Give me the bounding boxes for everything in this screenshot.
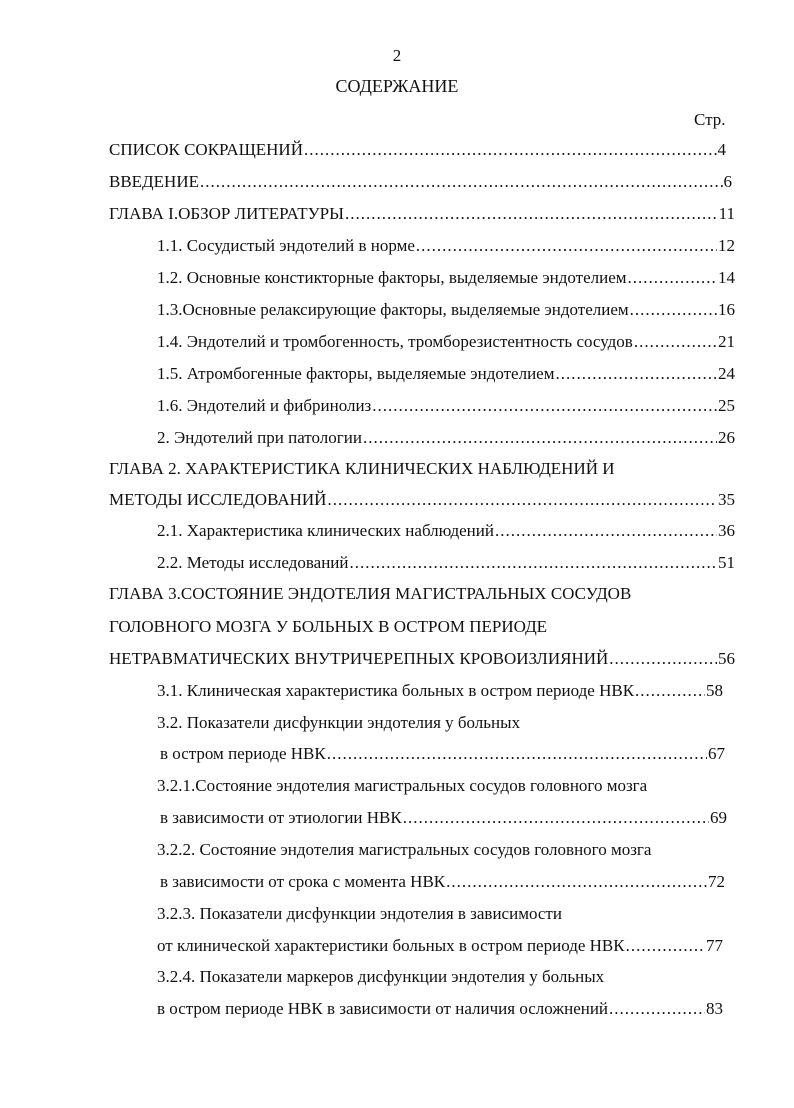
toc-entry-page: 51 bbox=[718, 553, 735, 572]
toc-leader-dots bbox=[555, 364, 717, 384]
toc-entry-title: в остром периоде НВК в зависимости от наличия осложнений bbox=[157, 999, 609, 1018]
toc-leader-dots bbox=[609, 649, 717, 669]
toc-entry-title: 1.3.Основные релаксирующие факторы, выделяемые эндотелием bbox=[157, 300, 629, 319]
toc-leader-dots bbox=[403, 808, 709, 828]
toc-entry-chapter-1 bbox=[109, 204, 735, 224]
toc-entry-page: 26 bbox=[718, 428, 735, 447]
toc-entry-3-1 bbox=[157, 681, 723, 701]
toc-entry-title: НЕТРАВМАТИЧЕСКИХ ВНУТРИЧЕРЕПНЫХ КРОВОИЗЛИЯНИЙ bbox=[109, 649, 609, 668]
toc-entry-page: 36 bbox=[718, 521, 735, 540]
toc-entry-page: 25 bbox=[718, 396, 735, 415]
toc-entry-3-2-line-1: 3.2. Показатели дисфункции эндотелия у больных bbox=[157, 713, 521, 732]
toc-leader-dots bbox=[495, 521, 717, 541]
toc-entry-2-1 bbox=[157, 521, 735, 541]
toc-entry-page: 6 bbox=[723, 172, 732, 191]
toc-chapter-2-title-line-1: ГЛАВА 2. ХАРАКТЕРИСТИКА КЛИНИЧЕСКИХ НАБЛЮДЕНИЙ И bbox=[109, 459, 615, 478]
toc-entry-title: СПИСОК СОКРАЩЕНИЙ bbox=[109, 140, 303, 159]
toc-entry-abbreviations bbox=[109, 140, 726, 160]
toc-entry-1-6 bbox=[157, 396, 735, 416]
toc-entry-2 bbox=[157, 428, 735, 448]
toc-entry-page: 24 bbox=[718, 364, 735, 383]
page-number: 2 bbox=[392, 46, 402, 65]
toc-entry-page: 69 bbox=[710, 808, 727, 827]
toc-entry-3-2-4 bbox=[157, 999, 723, 1019]
toc-chapter-3-title-line-1: ГЛАВА 3.СОСТОЯНИЕ ЭНДОТЕЛИЯ МАГИСТРАЛЬНЫХ СОСУДОВ bbox=[109, 584, 632, 603]
toc-entry-3-2 bbox=[160, 744, 725, 764]
toc-leader-dots bbox=[304, 140, 717, 160]
toc-entry-1-4 bbox=[157, 332, 735, 352]
toc-chapter-3-title-line-2: ГОЛОВНОГО МОЗГА У БОЛЬНЫХ В ОСТРОМ ПЕРИОДЕ bbox=[109, 617, 548, 636]
toc-entry-page: 83 bbox=[706, 999, 723, 1018]
toc-leader-dots bbox=[345, 204, 718, 224]
toc-entry-title: 1.2. Основные констикторные факторы, выделяемые эндотелием bbox=[157, 268, 627, 287]
toc-entry-title: в остром периоде НВК bbox=[160, 744, 326, 763]
toc-entry-title: 2.2. Методы исследований bbox=[157, 553, 349, 572]
toc-entry-title: ГЛАВА I.ОБЗОР ЛИТЕРАТУРЫ bbox=[109, 204, 344, 223]
toc-entry-page: 35 bbox=[718, 490, 735, 509]
toc-entry-title: в зависимости от срока с момента НВК bbox=[160, 872, 446, 891]
toc-entry-title: 2. Эндотелий при патологии bbox=[157, 428, 362, 447]
toc-leader-dots bbox=[327, 490, 717, 510]
toc-entry-page: 72 bbox=[708, 872, 725, 891]
toc-entry-page: 56 bbox=[718, 649, 735, 668]
toc-entry-title: 1.4. Эндотелий и тромбогенность, тромборезистентность сосудов bbox=[157, 332, 633, 351]
toc-leader-dots bbox=[372, 396, 717, 416]
toc-leader-dots bbox=[626, 936, 705, 956]
toc-entry-3-2-3-line-1: 3.2.3. Показатели дисфункции эндотелия в зависимости bbox=[157, 904, 562, 923]
toc-entry-3-2-2 bbox=[160, 872, 725, 892]
toc-leader-dots bbox=[609, 999, 705, 1019]
toc-entry-2-2 bbox=[157, 553, 735, 573]
toc-entry-chapter-2 bbox=[109, 490, 735, 510]
toc-leader-dots bbox=[350, 553, 717, 573]
toc-entry-title: 1.6. Эндотелий и фибринолиз bbox=[157, 396, 372, 415]
toc-entry-title: 1.1. Сосудистый эндотелий в норме bbox=[157, 236, 415, 255]
toc-leader-dots bbox=[635, 681, 705, 701]
toc-entry-page: 11 bbox=[718, 204, 735, 223]
toc-entry-title: 2.1. Характеристика клинических наблюдений bbox=[157, 521, 494, 540]
toc-entry-page: 14 bbox=[718, 268, 735, 287]
toc-entry-3-2-4-line-1: 3.2.4. Показатели маркеров дисфункции эндотелия у больных bbox=[157, 967, 605, 986]
toc-entry-page: 67 bbox=[708, 744, 725, 763]
toc-entry-1-2 bbox=[157, 268, 735, 288]
toc-leader-dots bbox=[634, 332, 717, 352]
toc-leader-dots bbox=[200, 172, 723, 192]
toc-entry-page: 21 bbox=[718, 332, 735, 351]
toc-entry-introduction bbox=[109, 172, 732, 192]
toc-leader-dots bbox=[327, 744, 707, 764]
toc-entry-1-3 bbox=[157, 300, 735, 320]
toc-leader-dots bbox=[628, 268, 717, 288]
toc-entry-3-2-3 bbox=[157, 936, 723, 956]
toc-entry-3-2-2-line-1: 3.2.2. Состояние эндотелия магистральных сосудов головного мозга bbox=[157, 840, 652, 859]
page-title: СОДЕРЖАНИЕ bbox=[335, 76, 459, 96]
toc-leader-dots bbox=[416, 236, 717, 256]
toc-entry-title: 1.5. Атромбогенные факторы, выделяемые эндотелием bbox=[157, 364, 555, 383]
toc-entry-3-2-1-line-1: 3.2.1.Состояние эндотелия магистральных сосудов головного мозга bbox=[157, 776, 648, 795]
toc-entry-3-2-1 bbox=[160, 808, 727, 828]
toc-entry-page: 16 bbox=[718, 300, 735, 319]
toc-entry-page: 4 bbox=[717, 140, 726, 159]
toc-entry-title: в зависимости от этиологии НВК bbox=[160, 808, 402, 827]
toc-entry-1-5 bbox=[157, 364, 735, 384]
toc-leader-dots bbox=[363, 428, 717, 448]
toc-entry-page: 58 bbox=[706, 681, 723, 700]
toc-entry-page: 77 bbox=[706, 936, 723, 955]
toc-leader-dots bbox=[446, 872, 707, 892]
toc-entry-title: ВВЕДЕНИЕ bbox=[109, 172, 199, 191]
toc-entry-1-1 bbox=[157, 236, 735, 256]
toc-entry-page: 12 bbox=[718, 236, 735, 255]
toc-entry-chapter-3 bbox=[109, 649, 735, 669]
toc-entry-title: МЕТОДЫ ИССЛЕДОВАНИЙ bbox=[109, 490, 327, 509]
toc-leader-dots bbox=[630, 300, 717, 320]
toc-entry-title: от клинической характеристики больных в остром периоде НВК bbox=[157, 936, 625, 955]
page-column-header: Стр. bbox=[694, 110, 726, 129]
toc-entry-title: 3.1. Клиническая характеристика больных в остром периоде НВК bbox=[157, 681, 635, 700]
